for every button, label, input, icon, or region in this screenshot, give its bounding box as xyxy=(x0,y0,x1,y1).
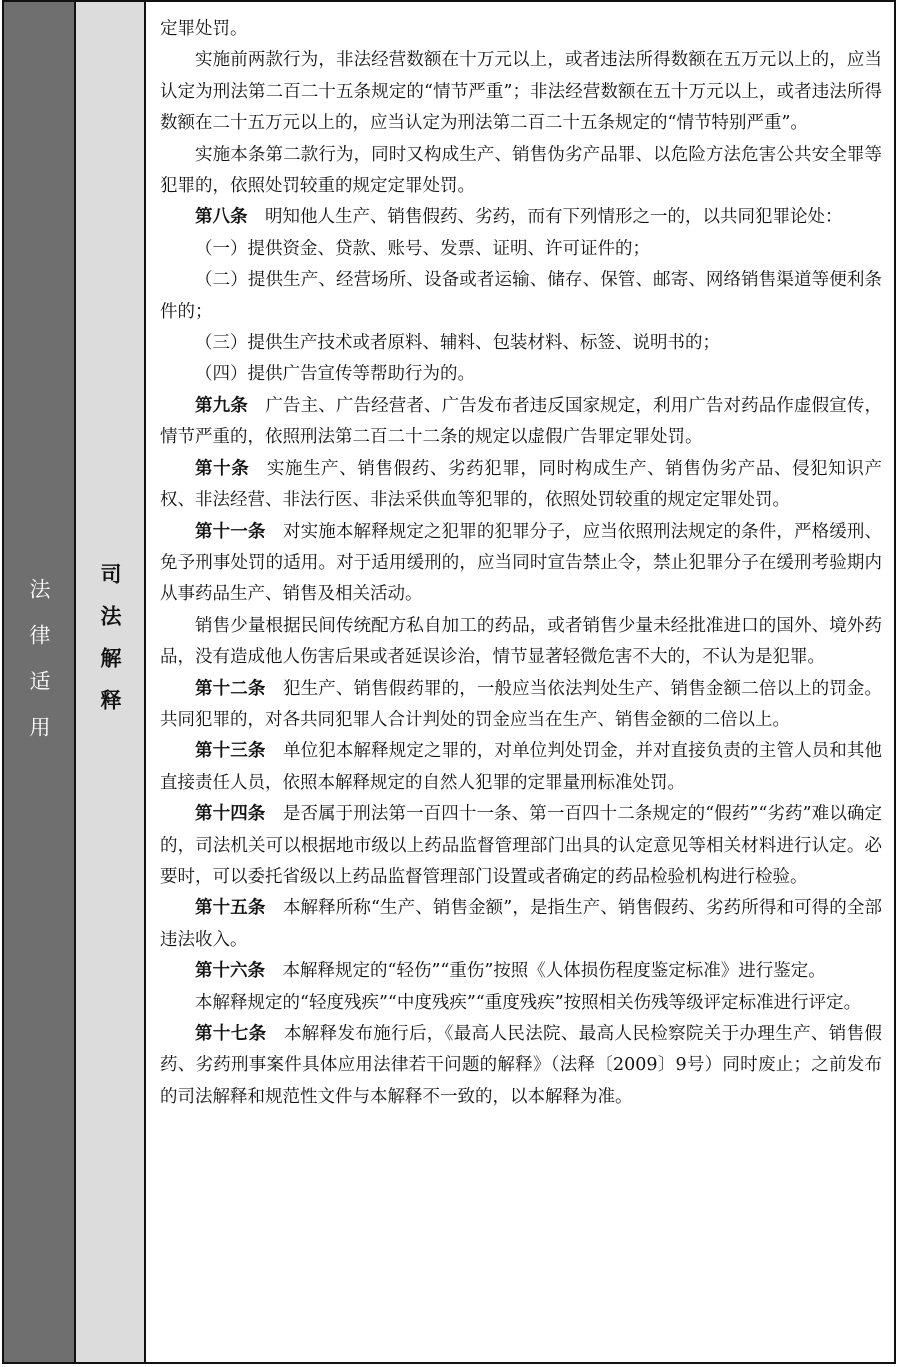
subcategory-column xyxy=(76,2,146,1362)
paragraph xyxy=(160,611,882,674)
paragraph-text: 实施生产、销售假药、劣药犯罪，同时构成生产、销售伪劣产品、侵犯知识产权、非法经营、非法行医、非法采供血等犯罪的，依照处罚较重的规定定罪处罚。 xyxy=(160,458,883,511)
paragraph-text: 销售少量根据民间传统配方私自加工的药品，或者销售少量未经批准进口的国外、境外药品，没有造成他人伤害后果或者延误诊治，情节显著轻微危害不大的，不认为是犯罪。 xyxy=(160,615,882,668)
category-column xyxy=(4,2,76,1362)
article-number: 第八条 xyxy=(195,207,248,228)
paragraph xyxy=(160,454,882,517)
paragraph xyxy=(160,234,882,265)
paragraph-text: （一）提供资金、贷款、账号、发票、证明、许可证件的； xyxy=(195,238,650,259)
article-number: 第十五条 xyxy=(195,898,266,919)
category-label: 法律适用 xyxy=(27,577,51,762)
paragraph-text: 对实施本解释规定之犯罪的犯罪分子，应当依照刑法规定的条件，严格缓刑、免予刑事处罚的适用。对于适用缓刑的，应当同时宣告禁止令，禁止犯罪分子在缓刑考验期内从事药品生产、销售及相关活动。 xyxy=(160,521,883,605)
paragraph-text: 本解释规定的“轻伤”“重伤”按照《人体损伤程度鉴定标准》进行鉴定。 xyxy=(282,961,826,982)
paragraph xyxy=(160,893,882,956)
article-number: 第十四条 xyxy=(195,804,266,825)
paragraph xyxy=(160,956,882,987)
paragraph-text: 本解释所称“生产、销售金额”，是指生产、销售假药、劣药所得和可得的全部违法收入。 xyxy=(160,898,883,950)
paragraph xyxy=(160,265,882,328)
paragraph-text: 单位犯本解释规定之罪的，对单位判处罚金，并对直接负责的主管人员和其他直接责任人员，依照本解释规定的自然人犯罪的定罪量刑标准处罚。 xyxy=(160,741,883,793)
paragraph-text: 本解释规定的“轻度残疾”“中度残疾”“重度残疾”按照相关伤残等级评定标准进行评定。 xyxy=(195,992,862,1013)
paragraph xyxy=(160,799,882,893)
paragraph xyxy=(160,140,882,203)
paragraph xyxy=(160,674,882,737)
article-number: 第十七条 xyxy=(195,1024,267,1044)
document-table xyxy=(2,0,896,1364)
article-number: 第十六条 xyxy=(195,961,265,982)
paragraph xyxy=(160,988,882,1019)
paragraph-text: 明知他人生产、销售假药、劣药，而有下列情形之一的，以共同犯罪论处： xyxy=(265,207,843,228)
article-number: 第十一条 xyxy=(195,521,266,542)
paragraph-text: 犯生产、销售假药罪的，一般应当依法判处生产、销售金额二倍以上的罚金。共同犯罪的，对各共同犯罪人合计判处的罚金应当在生产、销售金额的二倍以上。 xyxy=(160,678,883,730)
paragraph xyxy=(160,391,882,454)
article-number: 第十三条 xyxy=(195,741,266,762)
paragraph xyxy=(160,359,882,390)
paragraph-text: 广告主、广告经营者、广告发布者违反国家规定，利用广告对药品作虚假宣传，情节严重的，依照刑法第二百二十二条的规定以虚假广告罪定罪处罚。 xyxy=(160,395,883,448)
article-number: 第十二条 xyxy=(195,678,266,699)
paragraph xyxy=(160,736,882,799)
paragraph-text: （二）提供生产、经营场所、设备或者运输、储存、保管、邮寄、网络销售渠道等便利条件的； xyxy=(160,270,882,322)
paragraph xyxy=(160,517,882,611)
document-body xyxy=(146,2,894,1362)
paragraph xyxy=(160,45,882,139)
paragraph-text: （四）提供广告宣传等帮助行为的。 xyxy=(195,364,475,385)
paragraph xyxy=(160,1019,882,1113)
subcategory-label: 司法解释 xyxy=(98,563,122,731)
paragraph-text: 实施本条第二款行为，同时又构成生产、销售伪劣产品罪、以危险方法危害公共安全罪等犯罪的，依照处罚较重的规定定罪处罚。 xyxy=(160,144,882,197)
paragraph-text: （三）提供生产技术或者原料、辅料、包装材料、标签、说明书的； xyxy=(195,333,720,354)
paragraph xyxy=(160,328,882,359)
article-number: 第十条 xyxy=(195,458,250,479)
paragraph xyxy=(160,202,882,233)
article-number: 第九条 xyxy=(195,395,248,416)
paragraph-text: 本解释发布施行后，《最高人民法院、最高人民检察院关于办理生产、销售假药、劣药刑事案件具体应用法律若干问题的解释》（法释〔2009〕9号）同时废止；之前发布的司法解释和规范性文件与本解释不一致的，以本解释为准。 xyxy=(160,1024,883,1107)
paragraph xyxy=(160,14,882,45)
paragraph-text: 实施前两款行为，非法经营数额在十万元以上，或者违法所得数额在五万元以上的，应当认定为刑法第二百二十五条规定的“情节严重”；非法经营数额在五十万元以上，或者违法所得数额在二十五万元以上的，应当认定为刑法第二百二十五条规定的“情节特别严重”。 xyxy=(160,50,882,134)
paragraph-text: 是否属于刑法第一百四十一条、第一百四十二条规定的“假药”“劣药”难以确定的，司法机关可以根据地市级以上药品监督管理部门出具的认定意见等相关材料进行认定。必要时，可以委托省级以上药品监督管理部门设置或者确定的药品检验机构进行检验。 xyxy=(160,804,882,887)
paragraph-text: 定罪处罚。 xyxy=(160,19,248,39)
